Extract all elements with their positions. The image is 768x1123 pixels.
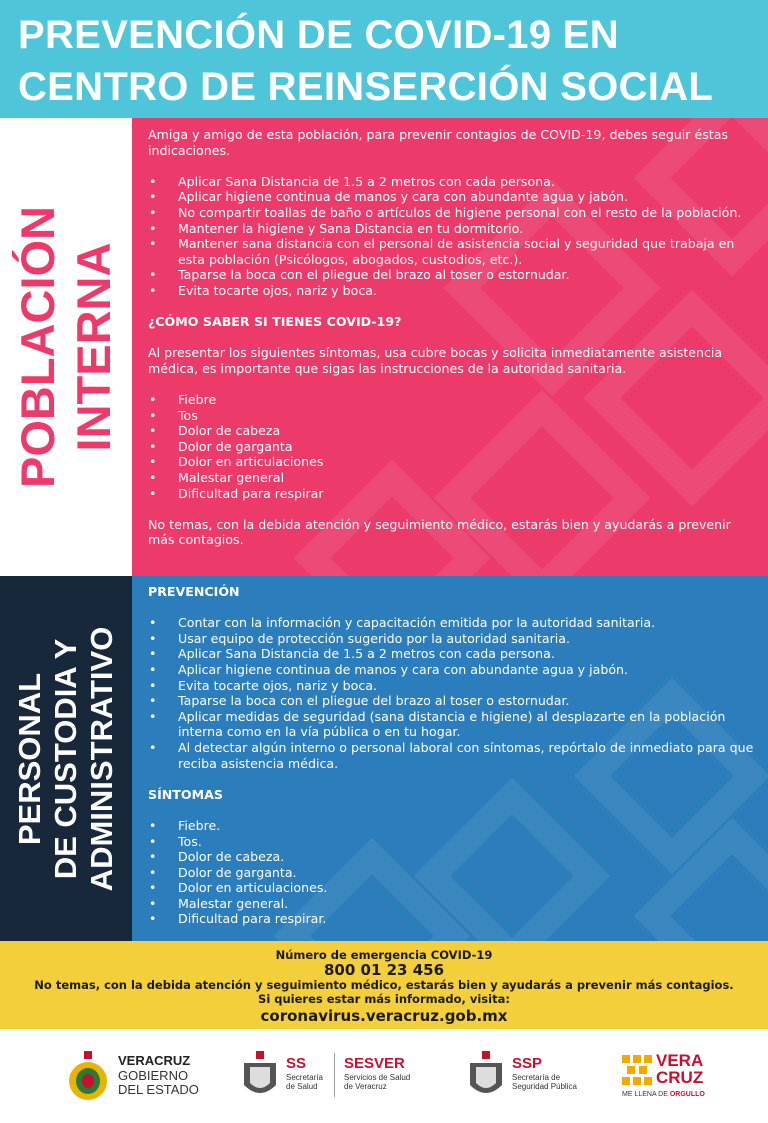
poblacion-interna-content — [148, 127, 754, 548]
sesver-logo — [344, 1051, 434, 1101]
veracruz-line2: CRUZ — [656, 1068, 704, 1087]
list-item: • Aplicar Sana Distancia de 1.5 a 2 metros con cada persona. — [148, 646, 754, 662]
vertical-label-line1: POBLACIÓN — [11, 206, 64, 488]
section-label-poblacion-interna — [0, 118, 132, 576]
list-item: • Tos — [148, 408, 754, 424]
list-item: • Malestar general. — [148, 896, 754, 912]
list-item: • Al detectar algún interno o personal laboral con síntomas, repórtalo de inmediato para que reciba asistencia médica. — [148, 740, 754, 771]
question-heading: ¿CÓMO SABER SI TIENES COVID-19? — [148, 314, 402, 330]
veracruz-tagline: ME LLENA DE ORGULLO — [622, 1091, 705, 1098]
ssp-abbr: SSP — [512, 1055, 543, 1072]
vertical-label — [10, 206, 122, 488]
sesver-abbr: SESVER — [344, 1055, 405, 1072]
emergency-label: Número de emergencia COVID-19 — [275, 948, 493, 962]
symptoms-intro: Al presentar los siguientes síntomas, usa cubre bocas y solicita inmediatamente asistencia médica, es importante que sigas las instrucciones de la autoridad sanitaria. — [148, 345, 723, 376]
veracruz-line1: VERA — [656, 1051, 704, 1070]
list-item: • Taparse la boca con el pliegue del brazo al toser o estornudar. — [148, 267, 754, 283]
list-item: • Contar con la información y capacitación emitida por la autoridad sanitaria. — [148, 615, 754, 631]
vertical-label-line1: PERSONAL — [12, 672, 47, 845]
list-item: • Aplicar higiene continua de manos y cara con abundante agua y jabón. — [148, 662, 754, 678]
list-item: • Taparse la boca con el pliegue del brazo al toser o estornudar. — [148, 693, 754, 709]
flower-pattern-icon — [622, 1055, 652, 1089]
logo-separator — [334, 1053, 335, 1097]
gobierno-line1: VERACRUZ — [118, 1053, 191, 1068]
list-item: • Aplicar Sana Distancia de 1.5 a 2 metros con cada persona. — [148, 174, 754, 190]
ssp-line2: Seguridad Pública — [512, 1082, 577, 1091]
list-item: • Dificultad para respirar. — [148, 911, 754, 927]
prevention-heading: PREVENCIÓN — [148, 584, 240, 599]
coat-of-arms-icon — [66, 1051, 110, 1101]
symptoms-list — [148, 818, 754, 927]
list-item: • Dolor en articulaciones — [148, 454, 754, 470]
gobierno-line2: GOBIERNO — [118, 1068, 189, 1083]
recommendations-list — [148, 174, 754, 299]
vertical-label-line2: DE CUSTODIA Y — [48, 638, 83, 879]
shield-icon — [240, 1051, 280, 1101]
ss-logo — [240, 1051, 330, 1101]
sesver-line2: de Veracruz — [344, 1082, 387, 1091]
list-item: • Fiebre. — [148, 818, 754, 834]
symptoms-list — [148, 392, 754, 501]
footer-message: No temas, con la debida atención y seguimiento médico, estarás bien y ayudarás a prevenir más contagios. — [34, 978, 734, 992]
personal-panel — [132, 576, 768, 941]
list-item: • Dolor en articulaciones. — [148, 880, 754, 896]
list-item: • Usar equipo de protección sugerido por la autoridad sanitaria. — [148, 631, 754, 647]
page-title-line2: CENTRO DE REINSERCIÓN SOCIAL — [18, 65, 714, 109]
personal-content — [148, 584, 754, 927]
list-item: • Tos. — [148, 834, 754, 850]
vertical-label-line3: ADMINISTRATIVO — [84, 626, 119, 891]
list-item: • Mantener la higiene y Sana Distancia en tu dormitorio. — [148, 221, 754, 237]
closing-text: No temas, con la debida atención y seguimiento médico, estarás bien y ayudarás a prevenir más contagios. — [148, 516, 731, 548]
list-item: • Malestar general — [148, 470, 754, 486]
list-item: • Dolor de cabeza — [148, 423, 754, 439]
intro-text: Amiga y amigo de esta población, para prevenir contagios de COVID-19, debes seguir éstas indicaciones. — [148, 127, 728, 158]
logos-strip — [0, 1029, 768, 1123]
ss-abbr: SS — [286, 1055, 307, 1072]
poblacion-interna-panel — [132, 118, 768, 576]
veracruz-me-llena-logo — [622, 1051, 722, 1101]
page-title-line1: PREVENCIÓN DE COVID-19 EN — [18, 13, 619, 57]
info-prompt: Si quieres estar más informado, visita: — [258, 992, 510, 1006]
ss-line2: de Salud — [286, 1082, 318, 1091]
ss-line1: Secretaría — [286, 1073, 323, 1082]
emergency-info-band — [0, 941, 768, 1029]
list-item: • Aplicar higiene continua de manos y cara con abundante agua y jabón. — [148, 189, 754, 205]
list-item: • Dolor de garganta. — [148, 865, 754, 881]
list-item: • Evita tocarte ojos, nariz y boca. — [148, 678, 754, 694]
vertical-label-line2: INTERNA — [67, 242, 120, 452]
gobierno-veracruz-logo — [66, 1051, 206, 1101]
list-item: • Fiebre — [148, 392, 754, 408]
website-link[interactable]: coronavirus.veracruz.gob.mx — [260, 1007, 508, 1025]
list-item: • Aplicar medidas de seguridad (sana distancia e higiene) al desplazarte en la población interna como en la vía pública o en tu hogar. — [148, 709, 754, 740]
ssp-line1: Secretaría de — [512, 1073, 561, 1082]
list-item: • Dolor de cabeza. — [148, 849, 754, 865]
list-item: • No compartir toallas de baño o artículos de higiene personal con el resto de la población. — [148, 205, 754, 221]
list-item: • Dolor de garganta — [148, 439, 754, 455]
sesver-line1: Servicios de Salud — [344, 1073, 411, 1082]
ssp-logo — [466, 1051, 586, 1101]
emergency-number: 800 01 23 456 — [323, 961, 445, 979]
symptoms-heading: SÍNTOMAS — [148, 786, 223, 802]
list-item: • Mantener sana distancia con el personal de asistencia social y seguridad que trabaja en esta población (Psicólogos, abogados, custodios, etc.). — [148, 236, 754, 267]
gobierno-line3: DEL ESTADO — [118, 1082, 199, 1097]
section-label-personal — [0, 576, 132, 941]
vertical-label — [12, 626, 120, 891]
shield-icon — [466, 1051, 506, 1101]
list-item: • Dificultad para respirar — [148, 486, 754, 502]
header-banner — [0, 0, 768, 118]
list-item: • Evita tocarte ojos, nariz y boca. — [148, 283, 754, 299]
prevention-list — [148, 615, 754, 771]
